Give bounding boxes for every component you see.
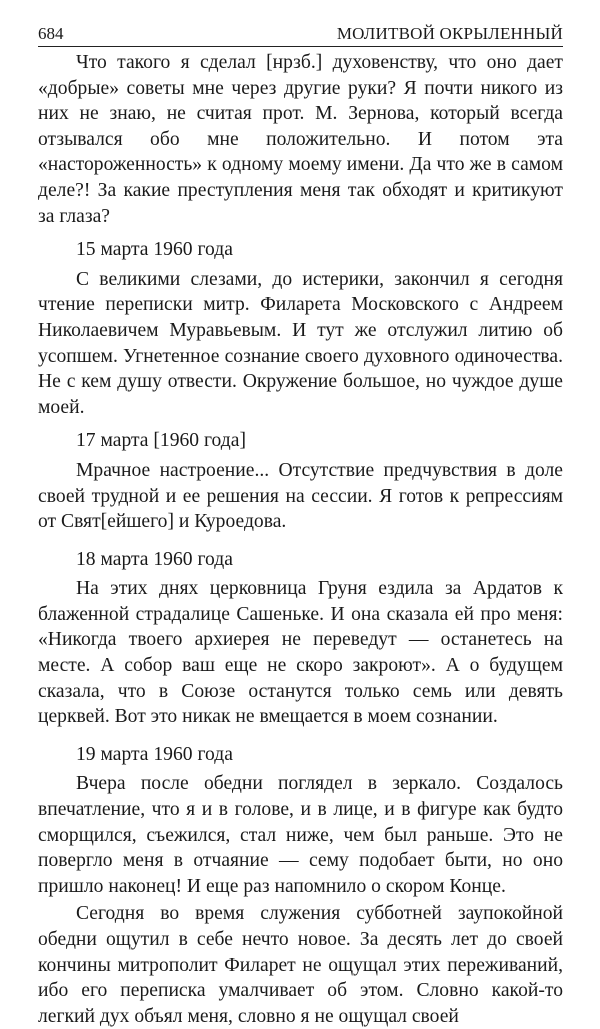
running-header — [38, 22, 563, 47]
entry-date: 19 марта 1960 года — [76, 743, 233, 765]
entry-date: 18 марта 1960 года — [76, 548, 233, 570]
entry-paragraph: С великими слезами, до истерики, закончил я сегодня чтение переписки митр. Филарета Московского с Андреем Николаевичем Муравьевым. И тут же отслужил литию об усопшем. Угнетенное сознание своего духовного одиночества. Не с кем душу отвести. Окружение большое, но чуждое душе моей. — [38, 268, 563, 418]
page-number: 684 — [38, 24, 64, 43]
diary-entry-18-march — [38, 547, 563, 730]
entry-paragraph: На этих днях церковница Груня ездила за Ардатов к блаженной страдалице Сашеньке. И она сказала ей про меня: «Никогда твоего архиерея не переведут — останетесь на месте. А собор ваш еще не скоро закроют». А о будущем сказала, что в Союзе останутся только семь или девять церквей. Вот это никак не вмещается в моем сознании. — [38, 578, 563, 728]
entry-paragraph: Мрачное настроение... Отсутствие предчувствия в доле своей трудной и ее решения на сессии. Я готов к репрессиям от Свят[ейшего] и Куроедова. — [38, 459, 563, 533]
entry-date: 17 марта [1960 года] — [76, 430, 246, 452]
intro-paragraph: Что такого я сделал [нрзб.] духовенству, что оно дает «добрые» советы мне через другие руки? Я почти никого из них не знаю, не считая прот. М. Зернова, который всегда отзывался обо мне положительно. И потом эта «настороженность» к одному моему имени. Да что же в самом деле?! За какие преступления меня так обходят и критикуют за глаза? — [38, 52, 563, 227]
running-title: МОЛИТВОЙ ОКРЫЛЕННЫЙ — [336, 24, 563, 43]
entry-date: 15 марта 1960 года — [76, 239, 233, 261]
entry-paragraph: Вчера после обедни поглядел в зеркало. Создалось впечатление, что я и в голове, и в лице, и в фигуре как будто сморщился, съежился, стал ниже, чем был раньше. Это не повергло меня в отчаяние — сему подобает быти, но оно пришло наконец! И еще раз напомнило о скором Конце. — [38, 773, 563, 897]
diary-entry-19-march — [38, 742, 563, 1029]
diary-entry-15-march — [38, 237, 563, 420]
entry-paragraph: Сегодня во время служения субботней заупокойной обедни ощутил в себе нечто новое. За десять лет до своей кончины митрополит Филарет не ощущал этих переживаний, ибо его переписка умалчивает об этом. Словно какой-то легкий дух объял меня, словно я не ощущал своей — [38, 903, 563, 1027]
page-body — [38, 50, 563, 1029]
diary-entry-17-march — [38, 428, 563, 534]
